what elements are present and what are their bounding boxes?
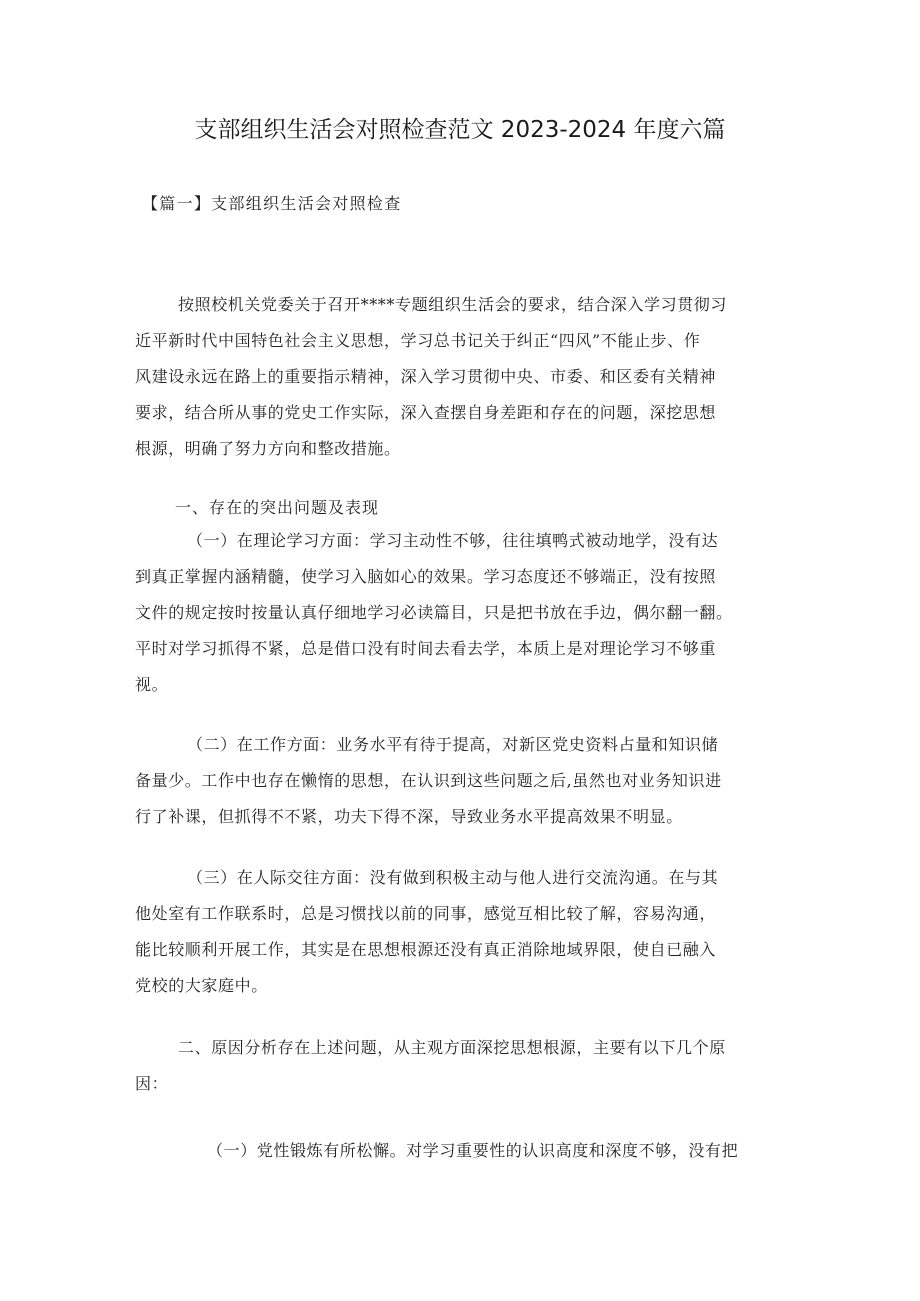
intro-paragraph	[135, 287, 795, 467]
problem-item-2	[135, 727, 795, 835]
heading-2-line-2: 因：	[135, 1074, 169, 1093]
item-3-line-2: 他处室有工作联系时，总是习惯找以前的同事，感觉互相比较了解，容易沟通，	[135, 904, 717, 923]
item-3-line-1: （三）在人际交往方面：没有做到积极主动与他人进行交流沟通。在与其	[187, 868, 719, 887]
intro-line-1: 按照校机关党委关于召开****专题组织生活会的要求，结合深入学习贯彻习	[178, 295, 728, 314]
item-3-line-4: 党校的大家庭中。	[135, 976, 268, 995]
intro-line-4: 要求，结合所从事的党史工作实际，深入查摆自身差距和存在的问题，深挖思想	[135, 403, 717, 422]
section-heading-2	[135, 1030, 795, 1102]
item-2-line-2: 备量少。工作中也存在懒惰的思想，在认识到这些问题之后,虽然也对业务知识进	[135, 771, 722, 790]
item-3-line-3: 能比较顺利开展工作，其实是在思想根源还没有真正消除地域界限，使自已融入	[135, 940, 717, 959]
item-1-line-3: 文件的规定按时按量认真仔细地学习必读篇目，只是把书放在手边，偶尔翻一翻。	[135, 603, 733, 622]
item-1-line-2: 到真正掌握内涵精髓，使学习入脑如心的效果。学习态度还不够端正，没有按照	[135, 567, 717, 586]
intro-line-5: 根源，明确了努力方向和整改措施。	[135, 439, 401, 458]
intro-line-2: 近平新时代中国特色社会主义思想，学习总书记关于纠正“四风”不能止步、作	[135, 331, 701, 350]
item-1-line-1: （一）在理论学习方面：学习主动性不够，往往填鸭式被动地学，没有达	[187, 531, 719, 550]
cause-item-1	[135, 1133, 795, 1169]
problem-item-1	[135, 523, 795, 703]
intro-line-3: 风建设永远在路上的重要指示精神，深入学习贯彻中央、市委、和区委有关精神	[135, 367, 717, 386]
section-heading-1: 一、存在的突出问题及表现	[175, 498, 380, 517]
item-4-line-1: （一）党性锻炼有所松懈。对学习重要性的认识高度和深度不够，没有把	[207, 1141, 739, 1160]
item-1-line-5: 视。	[135, 675, 169, 694]
item-2-line-3: 行了补课，但抓得不不紧，功夫下得不深，导致业务水平提高效果不明显。	[135, 807, 683, 826]
heading-2-line-1: 二、原因分析存在上述问题，从主观方面深挖思想根源，主要有以下几个原	[178, 1038, 726, 1057]
document-title: 支部组织生活会对照检查范文 2023-2024 年度六篇	[194, 117, 726, 143]
item-2-line-1: （二）在工作方面：业务水平有待于提高，对新区党史资料占量和知识储	[187, 735, 719, 754]
section-label: 【篇一】支部组织生活会对照检查	[142, 194, 402, 213]
problem-item-3	[135, 860, 795, 1004]
item-1-line-4: 平时对学习抓得不紧，总是借口没有时间去看去学，本质上是对理论学习不够重	[135, 639, 717, 658]
